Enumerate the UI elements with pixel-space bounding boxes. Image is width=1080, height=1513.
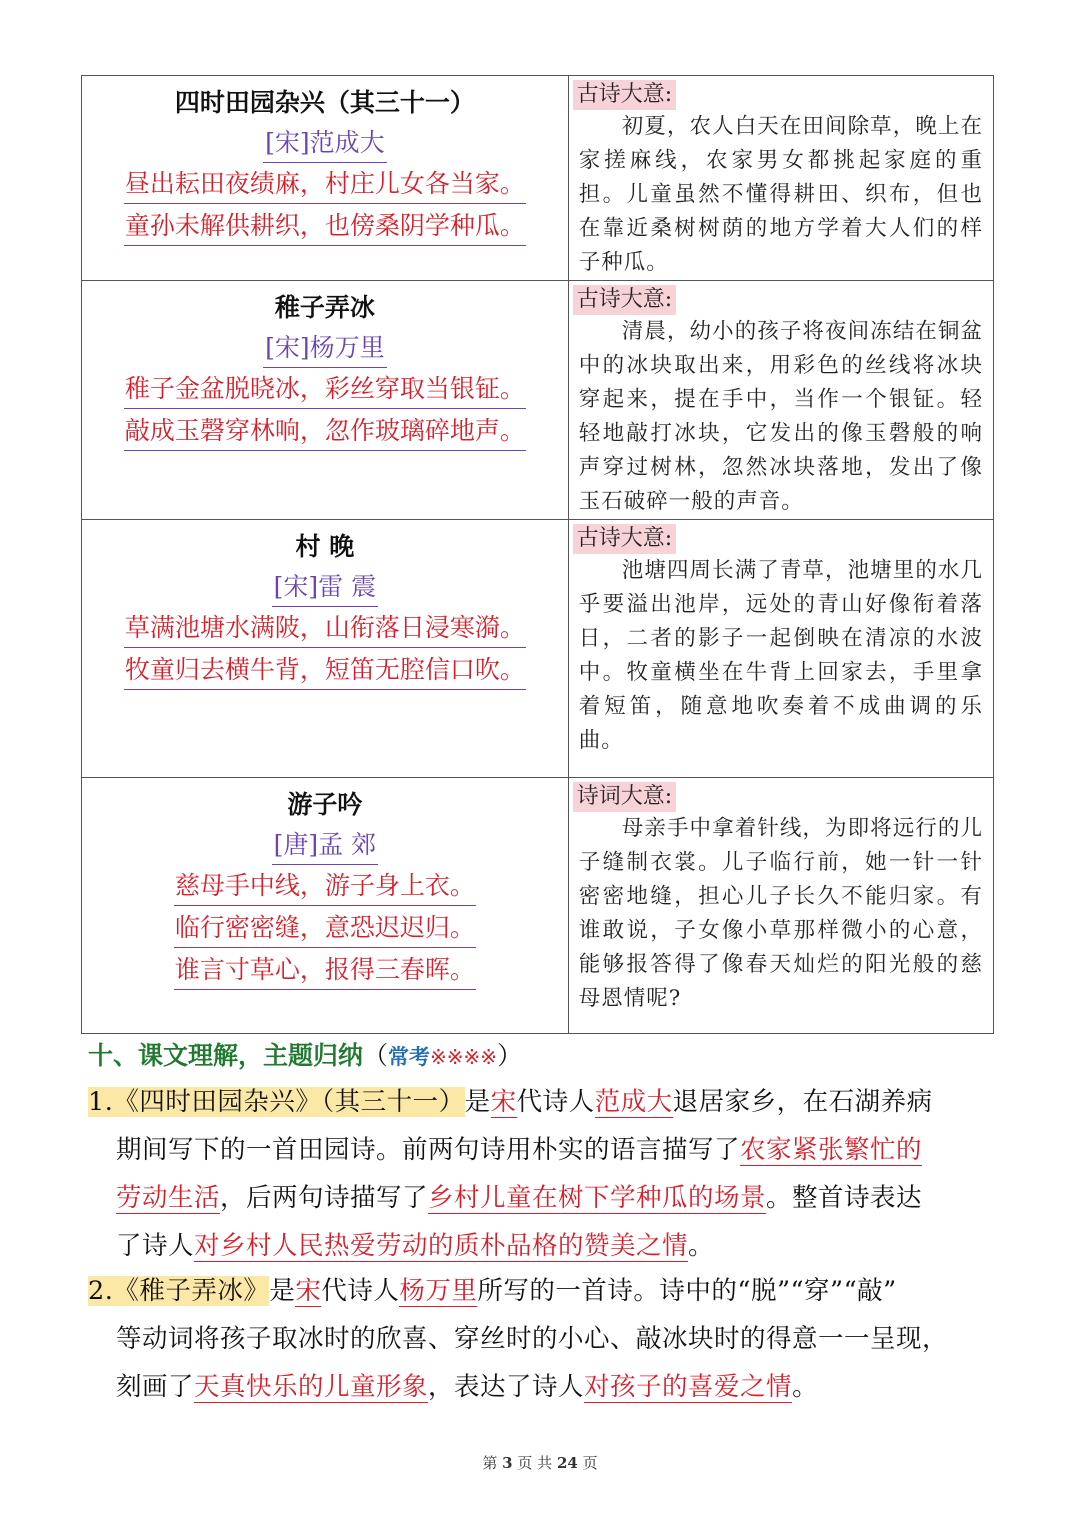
item-text: ，表达了诗人 (428, 1372, 585, 1402)
item-line (88, 1222, 994, 1270)
poem-title: 稚子弄冰 (274, 293, 375, 322)
item-text: 了诗人 (116, 1231, 195, 1261)
item-poet: 杨万里 (399, 1276, 478, 1306)
poem-row (82, 520, 994, 778)
item-key-phrase: 对乡村人民热爱劳动的质朴品格的赞美之情 (194, 1231, 689, 1261)
meaning-label: 古诗大意: (573, 285, 676, 315)
meaning-cell (568, 281, 993, 520)
poem-cell (82, 520, 569, 778)
poem-line: 童孙未解供耕织，也傍桑阴学种瓜。 (124, 207, 526, 246)
poem-author: [宋]范成大 (263, 124, 387, 163)
item-line (88, 1315, 994, 1363)
poem-author: [宋]杨万里 (263, 329, 387, 368)
poem-line: 牧童归去横牛背，短笛无腔信口吹。 (124, 651, 526, 690)
poem-line: 稚子金盆脱晓冰，彩丝穿取当银钲。 (124, 370, 526, 409)
poem-row (82, 76, 994, 281)
summary-item-2 (88, 1267, 994, 1411)
item-text: 代诗人 (321, 1276, 400, 1306)
meaning-text: 母亲手中拿着针线，为即将远行的儿子缝制衣裳。儿子临行前，她一针一针密密地缝，担心儿子长久不能归家。有谁敢说，子女像小草那样微小的心意，能够报答得了像春天灿烂的阳光般的慈母恩情呢? (578, 816, 983, 1011)
meaning-text: 池塘四周长满了青草，池塘里的水几乎要溢出池岸，远处的青山好像衔着落日，二者的影子一起倒映在清凉的水波中。牧童横坐在牛背上回家去，手里拿着短笛，随意地吹奏着不成曲调的乐曲。 (578, 558, 983, 753)
item-title: 《稚子弄冰》 (113, 1276, 270, 1306)
item-poet: 范成大 (594, 1087, 673, 1117)
meaning-label: 诗词大意: (573, 782, 676, 812)
item-line (88, 1363, 994, 1411)
item-text: 刻画了 (116, 1372, 195, 1402)
item-dynasty: 宋 (295, 1276, 322, 1306)
poem-author: [唐]孟 郊 (272, 826, 378, 865)
item-key-phrase: 劳动生活 (116, 1183, 221, 1213)
poem-cell (82, 281, 569, 520)
meaning-cell (568, 778, 993, 1034)
poem-line: 草满池塘水满陂，山衔落日浸寒漪。 (124, 609, 526, 648)
item-number: 2. (88, 1276, 114, 1306)
item-text: 。 (688, 1231, 715, 1261)
meaning-label: 古诗大意: (573, 524, 676, 554)
section-title: 十、课文理解，主题归纳 (88, 1041, 364, 1070)
item-number: 1. (88, 1087, 114, 1117)
poem-author: [宋]雷 震 (272, 568, 378, 607)
item-key-phrase: 对孩子的喜爱之情 (584, 1372, 793, 1402)
item-key-phrase: 天真快乐的儿童形象 (194, 1372, 429, 1402)
footer-text: 页 (582, 1454, 598, 1472)
page-footer (0, 1452, 1080, 1473)
item-text: 退居家乡，在石湖养病 (672, 1087, 933, 1117)
page-number: 3 (502, 1454, 513, 1472)
item-text: ，后两句诗描写了 (220, 1183, 429, 1213)
poem-title: 游子吟 (287, 790, 363, 819)
importance-stars: ※※※※ (430, 1045, 498, 1069)
item-text: 。整首诗表达 (766, 1183, 923, 1213)
poem-row (82, 281, 994, 520)
item-text: 期间写下的一首田园诗。前两句诗用朴实的语言描写了 (116, 1135, 741, 1165)
section-paren-close: ） (497, 1041, 523, 1070)
poem-line: 昼出耘田夜绩麻，村庄儿女各当家。 (124, 165, 526, 204)
meaning-cell (568, 76, 993, 281)
poem-row (82, 778, 994, 1034)
item-title: 《四时田园杂兴》（其三十一） (113, 1087, 465, 1117)
section-heading (88, 1036, 522, 1077)
frequency-tag: 常考 (388, 1045, 431, 1069)
footer-text: 第 (482, 1454, 498, 1472)
poem-line: 慈母手中线，游子身上衣。 (174, 867, 476, 906)
item-text: 是 (464, 1087, 491, 1117)
item-key-phrase: 农家紧张繁忙的 (740, 1135, 923, 1165)
item-key-phrase: 乡村儿童在树下学种瓜的场景 (428, 1183, 767, 1213)
item-text: 代诗人 (516, 1087, 595, 1117)
poem-table (81, 75, 994, 1034)
poem-title: 四时田园杂兴（其三十一） (174, 88, 475, 117)
item-text: 等动词将孩子取冰时的欣喜、穿丝时的小心、敲冰块时的得意一一呈现， (116, 1324, 949, 1354)
item-line (88, 1174, 994, 1222)
item-line (88, 1126, 994, 1174)
summary-item-1 (88, 1078, 994, 1270)
footer-text: 页 共 (517, 1454, 553, 1472)
poem-line: 谁言寸草心，报得三春晖。 (174, 951, 476, 990)
poem-line: 临行密密缝，意恐迟迟归。 (174, 909, 476, 948)
poem-cell (82, 778, 569, 1034)
section-paren-open: （ (363, 1041, 389, 1070)
item-dynasty: 宋 (490, 1087, 517, 1117)
meaning-label: 古诗大意: (573, 80, 676, 110)
poem-line: 敲成玉磬穿林响，忽作玻璃碎地声。 (124, 412, 526, 451)
meaning-cell (568, 520, 993, 778)
meaning-text: 清晨，幼小的孩子将夜间冻结在铜盆中的冰块取出来，用彩色的丝线将冰块穿起来，提在手中，当作一个银钲。轻轻地敲打冰块，它发出的像玉磬般的响声穿过树林，忽然冰块落地，发出了像玉石破碎一般的声音。 (578, 319, 983, 514)
item-text: 。 (792, 1372, 819, 1402)
poem-cell (82, 76, 569, 281)
meaning-text: 初夏，农人白天在田间除草，晚上在家搓麻线，农家男女都挑起家庭的重担。儿童虽然不懂得耕田、织布，但也在靠近桑树树荫的地方学着大人们的样子种瓜。 (578, 114, 983, 275)
item-text: 所写的一首诗。诗中的“脱”“穿”“敲” (477, 1276, 897, 1306)
poem-title: 村 晚 (295, 532, 355, 561)
item-text: 是 (269, 1276, 296, 1306)
page-total: 24 (556, 1454, 578, 1472)
